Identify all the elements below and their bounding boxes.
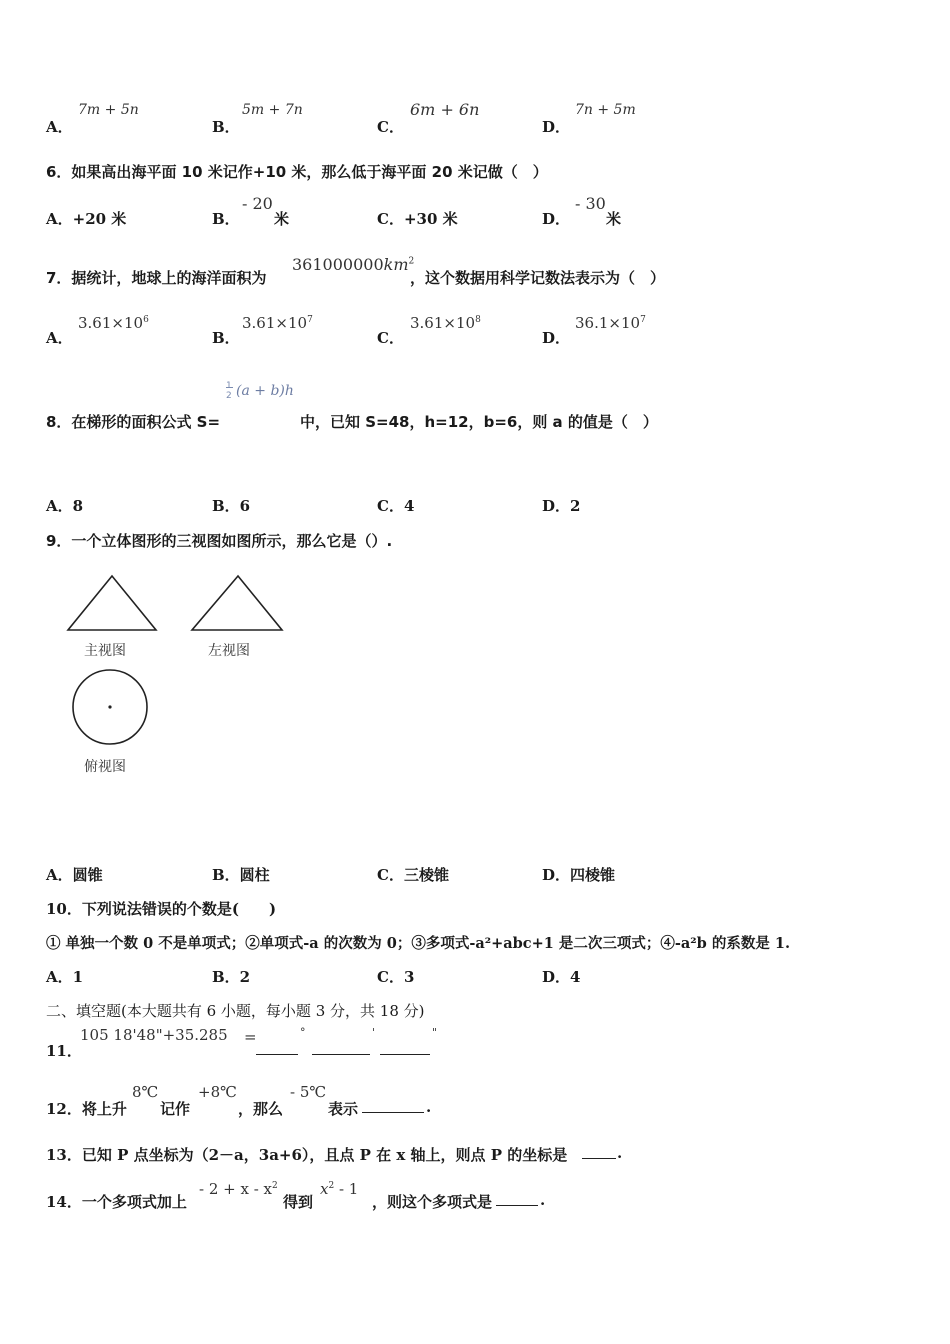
q5-option-c-expr: 6m + 6n <box>410 100 480 119</box>
q8-prefix: 8．在梯形的面积公式 S= <box>46 413 221 431</box>
q8-option-a: A．8 <box>46 497 84 515</box>
q7-suffix: ，这个数据用科学记数法表示为（ ） <box>410 269 666 287</box>
q5-option-d-expr: 7n + 5m <box>575 102 636 118</box>
q5-option-a-label: A． <box>46 118 73 136</box>
q10-text: 10．下列说法错误的个数是( ) <box>46 900 277 918</box>
q13-answer-blank <box>582 1144 616 1159</box>
q8-frac-num: 1 <box>226 381 232 391</box>
q12-record-as: 记作 <box>160 1100 191 1118</box>
q8-suffix: 中，已知 S=48，h=12，b=6，则 a 的值是（ ） <box>300 413 658 431</box>
front-view-label: 主视图 <box>84 643 126 659</box>
q14-end: . <box>540 1191 546 1209</box>
q10-option-c: C．3 <box>377 968 415 986</box>
q8-option-c: C．4 <box>377 497 415 515</box>
q5-option-b-label: B． <box>212 118 240 136</box>
q12-end: . <box>426 1098 432 1116</box>
q6-option-d-suffix: 米 <box>606 210 622 228</box>
q14-result-word: 得到 <box>283 1193 314 1211</box>
side-view-triangle <box>192 576 282 630</box>
q8-frac-den: 2 <box>226 391 232 401</box>
q12-temp-record: +8℃ <box>198 1083 237 1101</box>
front-view-triangle <box>68 576 156 630</box>
q11-minute-symbol: ' <box>372 1026 376 1039</box>
top-view-label: 俯视图 <box>84 759 126 775</box>
side-view-label: 左视图 <box>208 643 250 659</box>
q7-option-d-label: D． <box>542 329 571 347</box>
q11-degree-blank <box>256 1040 298 1055</box>
q12-means: 表示 <box>328 1100 359 1118</box>
q6-option-b-math: - 20 <box>242 194 273 213</box>
q5-option-a-expr: 7m + 5n <box>78 102 139 118</box>
q9-text: 9．一个立体图形的三视图如图所示，那么它是（）. <box>46 532 393 550</box>
q12-answer-blank <box>362 1098 424 1113</box>
q6-option-d-math: - 30 <box>575 194 606 213</box>
q11-equals: = <box>244 1028 257 1046</box>
q10-option-a: A．1 <box>46 968 84 986</box>
q10-option-b: B．2 <box>212 968 251 986</box>
q7-prefix: 7．据统计，地球上的海洋面积为 <box>46 269 267 287</box>
q6-text: 6．如果高出海平面 10 米记作+10 米，那么低于海平面 20 米记做（ ） <box>46 163 548 181</box>
q6-option-b-suffix: 米 <box>274 210 290 228</box>
q8-option-d: D．2 <box>542 497 581 515</box>
q9-option-d: D．四棱锥 <box>542 866 616 884</box>
q11-second-symbol: " <box>432 1026 438 1039</box>
q7-option-c-label: C． <box>377 329 404 347</box>
q10-option-d: D．4 <box>542 968 581 986</box>
q12-temp-rise: 8℃ <box>132 1083 159 1101</box>
q7-option-a-value: $3.61\times 10^6$ <box>78 314 149 332</box>
q11-second-blank <box>380 1040 430 1055</box>
q7-option-d-value: $36.1\times 10^7$ <box>575 314 646 332</box>
section-2-title: 二、填空题(本大题共有 6 小题，每小题 3 分，共 18 分) <box>46 1002 425 1020</box>
q9-three-views-figure <box>60 570 300 760</box>
q8-frac-bar <box>226 387 233 388</box>
q5-option-b-expr: 5m + 7n <box>242 102 303 118</box>
q6-option-a: A．+20 米 <box>46 210 127 228</box>
q8-option-b: B．6 <box>212 497 251 515</box>
q11-expression: 105 18'48"+35.285 <box>80 1026 228 1044</box>
q14-prefix: 14．一个多项式加上 <box>46 1193 187 1211</box>
q12-then: ，那么 <box>238 1100 284 1118</box>
top-view-center-dot <box>108 705 111 708</box>
q12-temp-negative: - 5℃ <box>290 1083 327 1101</box>
q14-answer-blank <box>496 1191 538 1206</box>
q6-option-d-label: D． <box>542 210 571 228</box>
q14-suffix: ，则这个多项式是 <box>372 1193 493 1211</box>
q5-option-d-label: D． <box>542 118 571 136</box>
q13-text: 13．已知 P 点坐标为（2－a，3a+6），且点 P 在 x 轴上，则点 P 的坐标是 <box>46 1146 568 1164</box>
q7-option-c-value: $3.61\times 10^8$ <box>410 314 481 332</box>
q7-option-b-value: $3.61\times 10^7$ <box>242 314 313 332</box>
q13-end: . <box>617 1144 623 1162</box>
q11-number: 11． <box>46 1042 82 1060</box>
q14-result-polynomial: $x^2 - 1$ <box>320 1180 359 1198</box>
q8-formula-body: (a + b)h <box>236 383 294 399</box>
q9-option-c: C．三棱锥 <box>377 866 449 884</box>
q9-option-b: B．圆柱 <box>212 866 270 884</box>
q14-added-polynomial: - $2 + x - x^2$ <box>199 1180 278 1198</box>
q11-minute-blank <box>312 1040 370 1055</box>
q10-statements: ① 单独一个数 0 不是单项式；②单项式-a 的次数为 0；③多项式-a²+abc+1 是二次三项式；④-a²b 的系数是 1. <box>46 935 791 952</box>
q7-area-value: $361000000km^2$ <box>292 255 415 274</box>
q12-prefix: 12．将上升 <box>46 1100 127 1118</box>
q5-option-c-label: C． <box>377 118 404 136</box>
q11-degree-symbol: ° <box>300 1026 306 1039</box>
q7-option-a-label: A． <box>46 329 73 347</box>
q6-option-c: C．+30 米 <box>377 210 458 228</box>
q6-option-b-label: B． <box>212 210 240 228</box>
q9-option-a: A．圆锥 <box>46 866 103 884</box>
q7-option-b-label: B． <box>212 329 240 347</box>
